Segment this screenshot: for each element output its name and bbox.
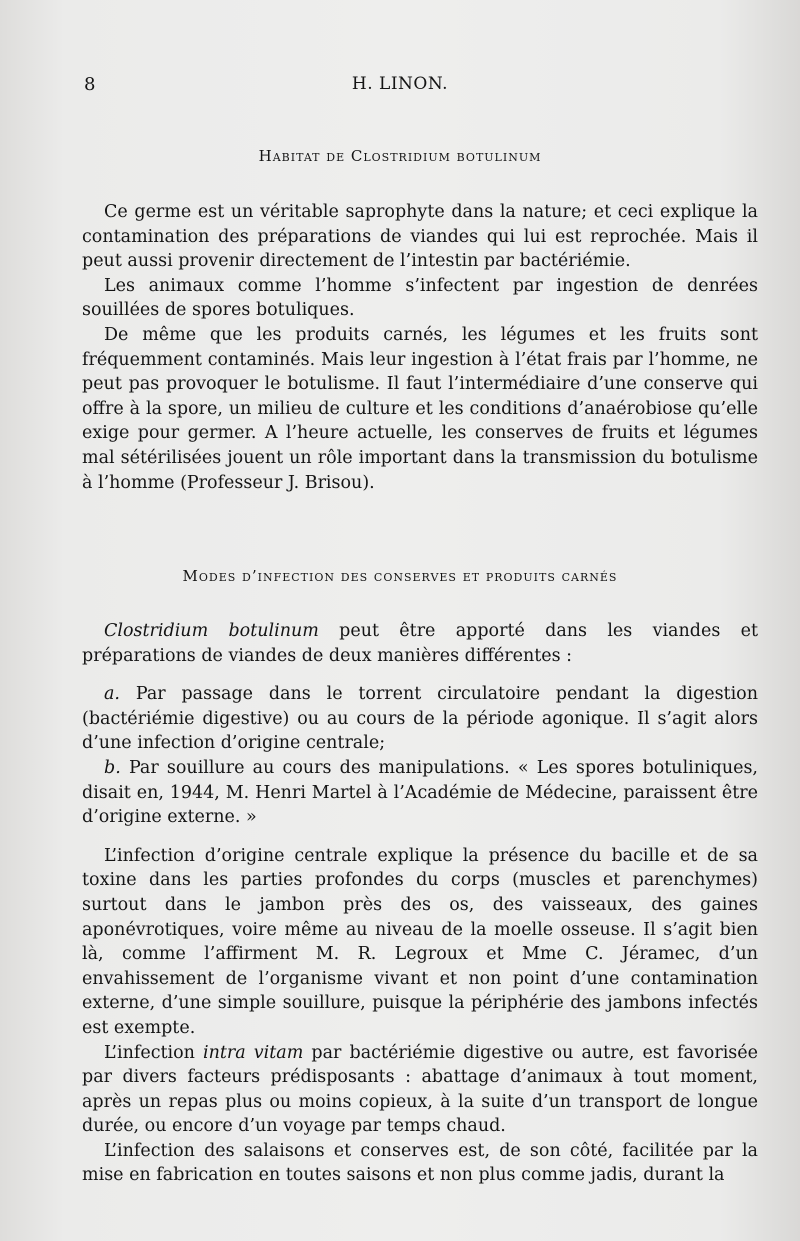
list-text-b: Par souillure au cours des manipulations. « Les spores botuliniques, disait en, 1944, M. Henri Martel à l’Académie de Médecine, paraissent être d’origine externe. » <box>82 757 758 828</box>
section-body-modes-infection <box>82 619 758 1188</box>
section-title-habitat: Habitat de Clostridium botulinum <box>258 147 542 165</box>
page-number: 8 <box>84 74 96 95</box>
paragraph-origine-centrale: L’infection d’origine centrale explique la présence du bacille et de sa toxine dans les parties profondes du corps (muscles et parenchymes) surtout dans le jambon près des os, des vaisseaux, des gaines aponévrotiques, voire même au niveau de la moelle osseuse. Il s’agit bien là, comme l’affirment M. R. Legroux et Mme C. Jéramec, d’un envahissement de l’organisme vivant et non point d’une contamination externe, d’une simple souillure, puisque la périphérie des jambons infectés est exempte. <box>82 845 758 1038</box>
paragraph-saprophyte: Ce germe est un véritable saprophyte dans la nature; et ceci explique la contamination des préparations de viandes qui lui est reprochée. Mais il peut aussi provenir directement de l’intestin par bactériémie. <box>82 202 758 272</box>
list-item-b <box>82 756 758 830</box>
running-head: H. LINON. <box>351 74 449 94</box>
species-name: Clostridium botulinum <box>104 621 319 641</box>
list-label-a: a. <box>104 684 120 705</box>
intra-rest: par bactériémie digestive ou autre, est favorisée par divers facteurs prédisposants : abattage d’animaux à tout moment, après un repas plus ou moins copieux, à la suite d’un transport de longue durée, ou encore d’un voyage par temps chaud. <box>82 1042 758 1137</box>
list-text-a: Par passage dans le torrent circulatoire pendant la digestion (bactériémie digestive) ou au cours de la période agonique. Il s’agit alors d’une infection d’origine centrale; <box>82 684 758 754</box>
intro-text: peut être apporté dans les viandes et préparations de viandes de deux manières différentes : <box>82 621 758 666</box>
list-item-a <box>82 682 758 756</box>
paragraph-legumes: De même que les produits carnés, les légumes et les fruits sont fréquemment contaminés. Mais leur ingestion à l’état frais par l’homme, ne peut pas provoquer le botulisme. Il faut l’intermédiaire d’une conserve qui offre à la spore, un milieu de culture et les conditions d’anaérobiose qu’elle exige pour germer. A l’heure actuelle, les conserves de fruits et légumes mal sétérilisées jouent un rôle important dans la transmission du botulisme à l’homme (Professeur J. Brisou). <box>82 324 758 493</box>
intra-start: L’infection <box>104 1042 204 1063</box>
paragraph-animaux: Les animaux comme l’homme s’infectent par ingestion de denrées souillées de spores botuliques. <box>82 275 758 321</box>
intra-vitam-term: intra vitam <box>203 1042 304 1063</box>
paragraph-intra-vitam <box>82 1041 758 1139</box>
section-body-habitat <box>82 200 758 495</box>
list-label-b: b. <box>104 757 121 778</box>
paragraph-salaisons: L’infection des salaisons et conserves est, de son côté, facilitée par la mise en fabrication en toutes saisons et non plus comme jadis, durant la <box>82 1140 758 1186</box>
paragraph-intro <box>82 619 758 668</box>
section-title-modes-infection: Modes d’infection des conserves et produits carnés <box>182 567 618 585</box>
